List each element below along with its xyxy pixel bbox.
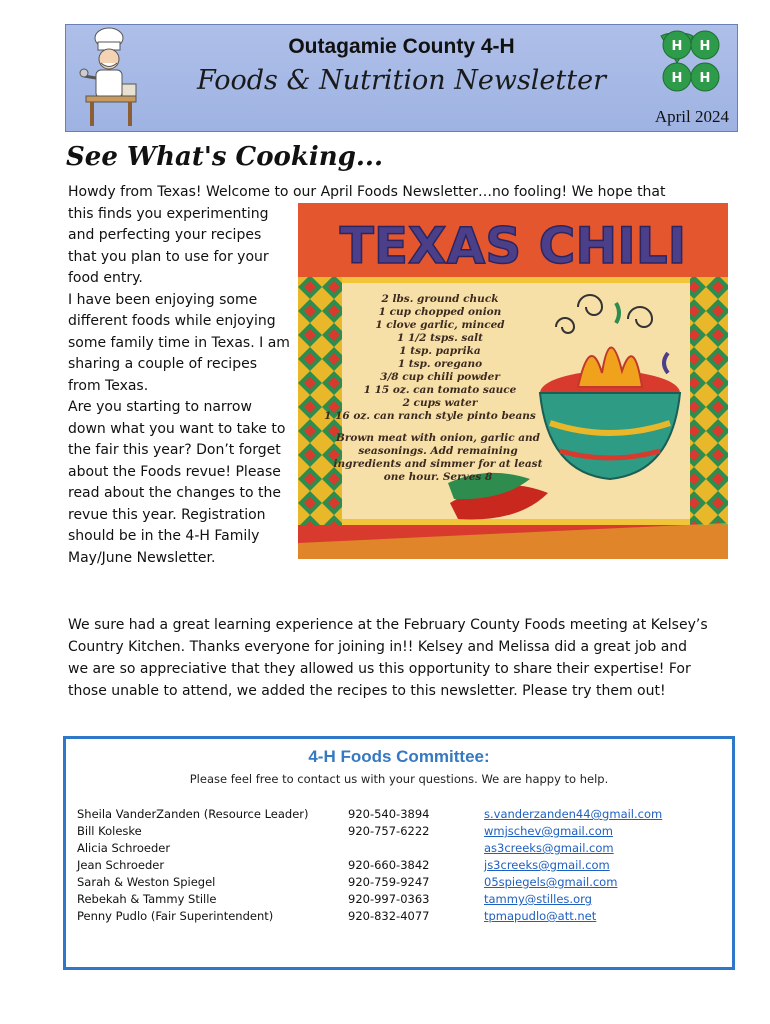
committee-names: [77, 806, 309, 925]
chef-icon: [76, 26, 146, 130]
member-email-link[interactable]: js3creeks@gmail.com: [484, 858, 610, 872]
member-name: Rebekah & Tammy Stille: [77, 892, 217, 906]
member-phone: 920-759-9247: [348, 875, 430, 889]
member-name: Sheila VanderZanden (Resource Leader): [77, 807, 309, 821]
member-email-link[interactable]: as3creeks@gmail.com: [484, 841, 614, 855]
section-heading: See What's Cooking...: [66, 142, 384, 172]
recipe-ingredient: 1 15 oz. can tomato sauce: [363, 384, 517, 396]
recipe-ingredient: 2 cups water: [402, 397, 478, 409]
recipe-direction: one hour. Serves 8: [383, 471, 493, 483]
committee-subtitle: Please feel free to contact us with your questions. We are happy to help.: [189, 772, 609, 786]
member-phone: 920-832-4077: [348, 909, 430, 923]
clover-letter: H: [671, 39, 683, 54]
member-name: Bill Koleske: [77, 824, 142, 838]
member-name: Alicia Schroeder: [77, 841, 171, 855]
intro-column: [68, 204, 293, 570]
recipe-direction: ingredients and simmer for at least: [333, 458, 543, 470]
recipe-ingredient: 3/8 cup chili powder: [380, 371, 500, 383]
clover-letter: H: [699, 71, 711, 86]
member-name: Sarah & Weston Spiegel: [77, 875, 216, 889]
recipe-ingredient: 1 tsp. paprika: [399, 345, 481, 357]
member-phone: 920-757-6222: [348, 824, 430, 838]
member-name: Jean Schroeder: [77, 858, 165, 872]
banner-date: April 2024: [654, 107, 729, 126]
recipe-ingredient: 1 16 oz. can ranch style pinto beans: [324, 410, 536, 422]
member-email-link[interactable]: 05spiegels@gmail.com: [484, 875, 618, 889]
intro-paragraph: this finds you experimenting and perfecting your recipes that you plan to use for your food entry.: [68, 205, 269, 286]
foods-committee-box: [63, 736, 735, 970]
member-email-link[interactable]: tpmapudlo@att.net: [484, 909, 597, 923]
intro-first-line: Howdy from Texas! Welcome to our April Foods Newsletter…no fooling! We hope that: [68, 184, 666, 200]
recipe-ingredient: 1 tsp. oregano: [397, 358, 483, 370]
recipe-title: TEXAS CHILI: [339, 217, 687, 275]
member-name: Penny Pudlo (Fair Superintendent): [77, 909, 274, 923]
4h-clover-logo-icon: [650, 28, 732, 98]
recipe-ingredient: 2 lbs. ground chuck: [381, 293, 499, 305]
committee-title: 4-H Foods Committee:: [308, 747, 490, 766]
recipe-direction: seasonings. Add remaining: [358, 445, 518, 457]
member-phone: 920-540-3894: [348, 807, 430, 821]
committee-emails: [484, 806, 662, 925]
committee-phones: [348, 806, 429, 925]
texas-chili-recipe-card: [298, 203, 728, 559]
member-email-link[interactable]: tammy@stilles.org: [484, 892, 592, 906]
clover-letter: H: [671, 71, 683, 86]
member-email-link[interactable]: s.vanderzanden44@gmail.com: [484, 807, 663, 821]
member-email-link[interactable]: wmjschev@gmail.com: [484, 824, 613, 838]
intro-paragraph: I have been enjoying some different foods while enjoying some family time in Texas. I am sharing a couple of recipes from Texas.: [68, 291, 290, 394]
banner-subtitle: Foods & Nutrition Newsletter: [197, 65, 606, 96]
member-phone: 920-660-3842: [348, 858, 430, 872]
recipe-direction: Brown meat with onion, garlic and: [335, 432, 541, 444]
banner-title: Outagamie County 4-H: [288, 35, 515, 58]
recipe-ingredient: 1 cup chopped onion: [378, 306, 502, 318]
recipe-ingredient: 1 clove garlic, minced: [375, 319, 505, 331]
intro-paragraph: Are you starting to narrow down what you want to take to the fair this year? Don’t forget about the Foods revue! Please read about the changes to the revue this year. Registration should be in the 4-H Family May/June Newsletter.: [68, 399, 286, 566]
member-phone: 920-997-0363: [348, 892, 430, 906]
recipe-ingredient: 1 1/2 tsps. salt: [397, 332, 483, 344]
clover-letter: H: [699, 39, 711, 54]
newsletter-banner: [65, 24, 738, 132]
meeting-paragraph: We sure had a great learning experience at the February County Foods meeting at Kelsey’s Country Kitchen. Thanks everyone for joining in!! Kelsey and Melissa did a great job and we are so appreciative that they allowed us this opportunity to share their expertise! For those unable to attend, we added the recipes to this newsletter. Please try them out!: [68, 617, 708, 699]
